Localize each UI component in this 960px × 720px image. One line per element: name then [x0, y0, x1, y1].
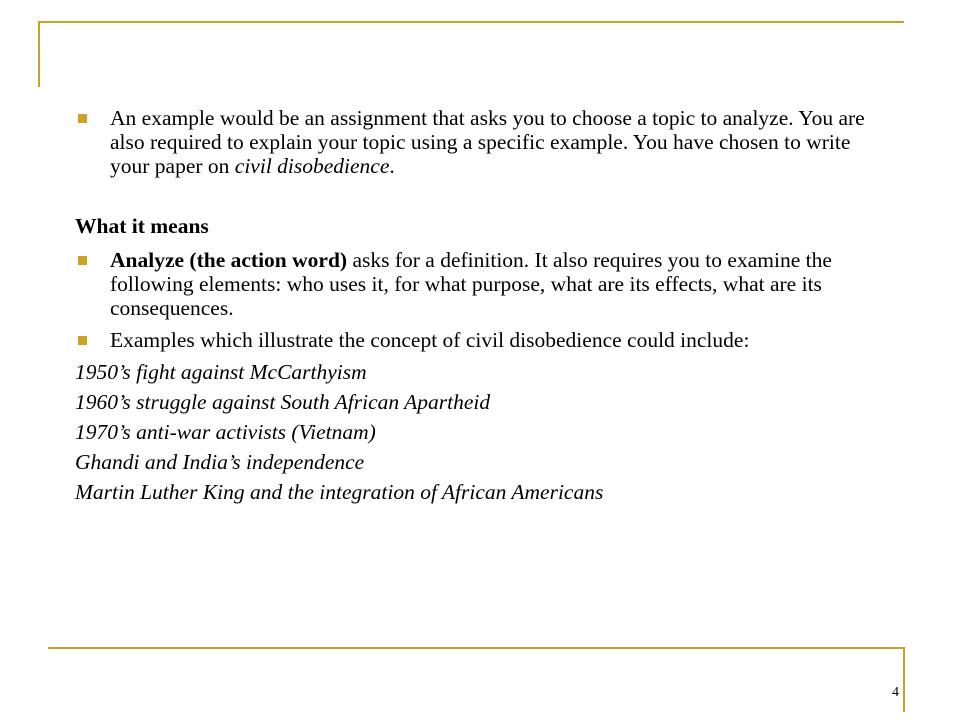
example-item: 1970’s anti-war activists (Vietnam)	[75, 420, 376, 444]
bullet-example-end: .	[389, 154, 395, 178]
left-rule	[38, 21, 40, 87]
bullet-example	[75, 106, 875, 178]
top-rule	[40, 21, 904, 23]
page-number: 4	[892, 685, 899, 700]
bullet-examples-intro-text: Examples which illustrate the concept of civil disobedience could include:	[110, 328, 750, 352]
square-bullet-icon	[78, 336, 87, 345]
square-bullet-icon	[78, 256, 87, 265]
section-heading: What it means	[75, 214, 209, 238]
bullet-analyze-bold: Analyze (the action word)	[110, 248, 348, 272]
example-item: Martin Luther King and the integration of African Americans	[75, 480, 604, 504]
bullet-analyze	[75, 248, 875, 320]
bullet-example-italic: civil disobedience	[234, 154, 390, 178]
examples-list	[75, 360, 875, 504]
bullet-analyze-text: asks for a definition. It also requires you to examine the following elements: who uses it, for what purpose, what are its effects, what are its consequences.	[110, 248, 832, 320]
bullet-examples-intro	[75, 328, 875, 352]
bottom-rule	[48, 647, 905, 649]
slide-content	[75, 106, 875, 504]
example-item: Ghandi and India’s independence	[75, 450, 365, 474]
example-item: 1950’s fight against McCarthyism	[75, 360, 367, 384]
example-item: 1960’s struggle against South African Apartheid	[75, 390, 491, 414]
bullet-example-text: An example would be an assignment that asks you to choose a topic to analyze. You are also required to explain your topic using a specific example. You have chosen to write your paper on	[110, 106, 865, 178]
right-rule	[903, 647, 905, 712]
square-bullet-icon	[78, 114, 87, 123]
